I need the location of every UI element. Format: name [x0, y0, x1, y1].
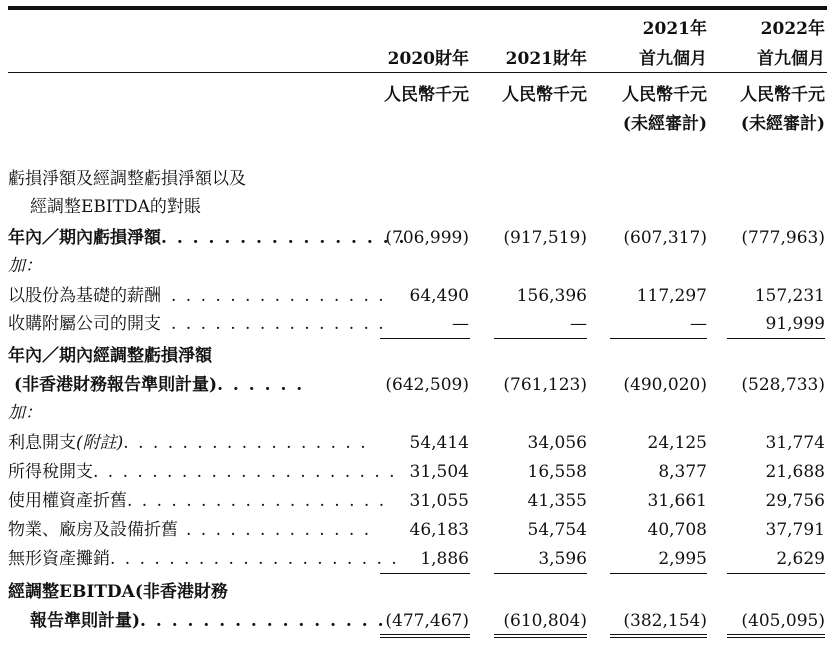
adj-ebitda-9m2021: (382,154) — [623, 611, 707, 631]
intangible-2020: 1,886 — [420, 549, 469, 569]
ppe-2020: 46,183 — [409, 520, 469, 540]
rou-9m2022: 29,756 — [765, 491, 825, 511]
adj-ebitda-label1: 經調整EBITDA(非香港財務 — [8, 582, 228, 602]
col1-period: 2020財年 — [387, 49, 469, 69]
acq-exp-2021: — — [570, 314, 587, 334]
intangible-9m2022: 2,629 — [776, 549, 825, 569]
total-double-rule — [380, 634, 470, 638]
tax-2020: 31,504 — [409, 462, 469, 482]
ppe-9m2021: 40,708 — [647, 520, 707, 540]
net-loss-2020: (706,999) — [385, 228, 469, 248]
tax-9m2021: 8,377 — [658, 462, 707, 482]
interest-2021: 34,056 — [527, 433, 587, 453]
col4-period: 首九個月 — [757, 49, 825, 69]
col3-unit: 人民幣千元 — [622, 85, 707, 105]
interest-9m2021: 24,125 — [647, 433, 707, 453]
row-acq-exp-label — [8, 313, 386, 335]
subtotal-rule — [380, 338, 470, 339]
leader-dots: . . . . . . . . . . . . . . . . . . . . — [110, 549, 399, 569]
net-loss-2021: (917,519) — [503, 228, 587, 248]
col4-year: 2022年 — [760, 19, 825, 39]
subtotal-rule — [610, 338, 707, 339]
intangible-9m2021: 2,995 — [658, 549, 707, 569]
acq-exp-9m2021: — — [690, 314, 707, 334]
subtotal-rule — [494, 573, 587, 574]
leader-dots: . . . . . . . . . . . . . . . . . . . . . — [93, 462, 397, 482]
interest-2020: 54,414 — [409, 433, 469, 453]
col4-note: (未經審計) — [740, 114, 825, 134]
subtotal-rule — [610, 573, 707, 574]
share-comp-2021: 156,396 — [516, 286, 587, 306]
row-interest-label — [8, 432, 368, 454]
tax-2021: 16,558 — [527, 462, 587, 482]
subtotal-rule — [727, 338, 825, 339]
share-comp-2020: 64,490 — [409, 286, 469, 306]
row-net-loss-text: 年內／期內虧損淨額 — [8, 228, 161, 248]
row-acq-exp-text: 收購附屬公司的開支 — [8, 314, 161, 334]
section-title-line1: 虧損淨額及經調整虧損淨額以及 — [8, 169, 246, 189]
adj-ebitda-2021: (610,804) — [503, 611, 587, 631]
subtotal-rule — [727, 573, 825, 574]
row-net-loss-label — [8, 227, 406, 249]
adj-net-loss-2021: (761,123) — [503, 375, 587, 395]
rou-9m2021: 31,661 — [647, 491, 707, 511]
tax-9m2022: 21,688 — [765, 462, 825, 482]
share-comp-9m2021: 117,297 — [636, 286, 707, 306]
adj-net-loss-label1: 年內／期內經調整虧損淨額 — [8, 346, 212, 366]
leader-dots: . . . . . . . . . . . . . . . . — [161, 228, 407, 248]
leader-dots: . . . . . . . . . . . . . . . . . . — [127, 491, 387, 511]
net-loss-9m2021: (607,317) — [623, 228, 707, 248]
adj-ebitda-2020: (477,467) — [385, 611, 469, 631]
leader-dots: . . . . . . . . . . . . . — [186, 520, 372, 540]
add-label-2: 加： — [8, 403, 42, 423]
total-double-rule — [610, 634, 707, 638]
subtotal-rule — [380, 573, 470, 574]
total-double-rule — [494, 634, 587, 638]
rou-2020: 31,055 — [409, 491, 469, 511]
ppe-9m2022: 37,791 — [765, 520, 825, 540]
adj-net-loss-9m2021: (490,020) — [623, 375, 707, 395]
row-share-comp-text: 以股份為基礎的薪酬 — [8, 286, 161, 306]
net-loss-9m2022: (777,963) — [741, 228, 825, 248]
col3-period: 首九個月 — [639, 49, 707, 69]
adj-net-loss-label2: (非香港財務報告準則計量) — [14, 375, 218, 395]
row-rou-label — [8, 490, 386, 512]
top-border — [8, 6, 827, 10]
header-divider — [8, 72, 827, 73]
add-label-1: 加： — [8, 256, 42, 276]
ppe-2021: 54,754 — [527, 520, 587, 540]
leader-dots: . . . . . . . . . . . . . . . — [171, 314, 386, 334]
adj-ebitda-9m2022: (405,095) — [741, 611, 825, 631]
adj-net-loss-2020: (642,509) — [385, 375, 469, 395]
row-ppe-label — [8, 519, 371, 541]
row-ppe-text: 物業、廠房及設備折舊 — [8, 520, 178, 540]
col2-unit: 人民幣千元 — [502, 85, 587, 105]
total-double-rule — [727, 634, 825, 638]
row-intangible-label — [8, 548, 399, 570]
share-comp-9m2022: 157,231 — [754, 286, 825, 306]
interest-9m2022: 31,774 — [765, 433, 825, 453]
leader-dots: . . . . . . — [217, 375, 305, 395]
leader-dots: . . . . . . . . . . . . . . . . — [140, 611, 386, 631]
row-rou-text: 使用權資產折舊 — [8, 491, 127, 511]
row-interest-text: 利息開支 — [8, 433, 76, 453]
rou-2021: 41,355 — [527, 491, 587, 511]
row-share-comp-label — [8, 285, 386, 307]
col1-unit: 人民幣千元 — [384, 85, 469, 105]
section-title-line2: 經調整EBITDA的對賬 — [30, 197, 201, 217]
row-tax-label — [8, 461, 397, 483]
note-ref: (附註) — [76, 433, 124, 453]
col4-unit: 人民幣千元 — [740, 85, 825, 105]
row-adj-net-loss-label — [14, 374, 304, 396]
adj-ebitda-label2: 報告準則計量) — [30, 611, 141, 631]
acq-exp-9m2022: 91,999 — [765, 314, 825, 334]
subtotal-rule — [494, 338, 587, 339]
acq-exp-2020: — — [452, 314, 469, 334]
row-tax-text: 所得稅開支 — [8, 462, 93, 482]
leader-dots: . . . . . . . . . . . . . . . — [171, 286, 386, 306]
col2-period: 2021財年 — [505, 49, 587, 69]
row-adj-ebitda-label — [30, 610, 386, 632]
adj-net-loss-9m2022: (528,733) — [741, 375, 825, 395]
leader-dots: . . . . . . . . . . . . . . . . . — [123, 433, 368, 453]
row-intangible-text: 無形資產攤銷 — [8, 549, 110, 569]
col3-note: (未經審計) — [622, 114, 707, 134]
intangible-2021: 3,596 — [538, 549, 587, 569]
col3-year: 2021年 — [642, 19, 707, 39]
